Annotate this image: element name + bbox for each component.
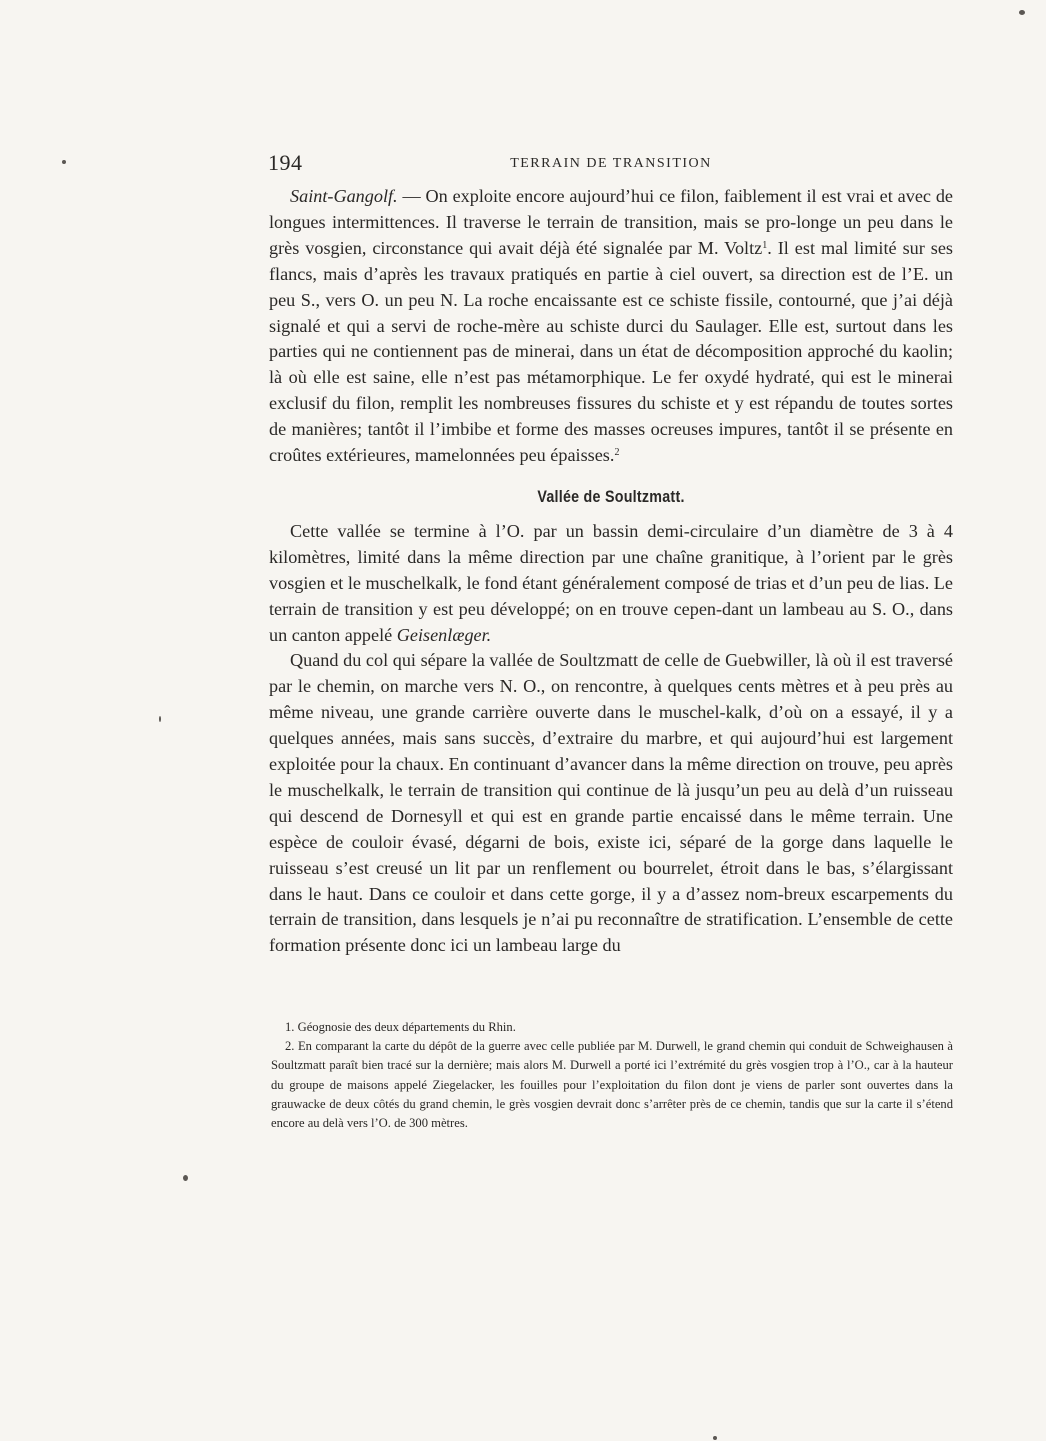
body-text xyxy=(269,184,953,959)
paragraph-text: . Il est mal limité sur ses flancs, mais d’après les travaux pratiqués en partie à ciel ouvert, sa direction est de l’E. un peu S., vers O. un peu N. La roche encaissante est ce schiste fissile, contourné, que j’ai déjà signalé et qui a servi de roche-mère au schiste durci du Saulager. Elle est, surtout dans les parties qui ne contiennent pas de minerai, dans un état de décomposition approché du kaolin; là où elle est saine, elle n’est pas métamorphique. Le fer oxydé hydraté, qui est le minerai exclusif du filon, remplit les nombreuses fissures du schiste et y est répandu de toutes sortes de manières; tantôt il l’imbibe et forme des masses ocreuses impures, tantôt il se présente en croûtes extérieures, mamelonnées peu épaisses. xyxy=(269,237,953,466)
footnote-ref: 2 xyxy=(614,447,620,459)
page-header xyxy=(268,150,954,178)
paragraph-vallee xyxy=(269,519,953,649)
paragraph-text: Cette vallée se termine à l’O. par un bassin demi-circulaire d’un diamètre de 3 à 4 kilomètres, limité dans la même direction par une chaîne granitique, à l’orient par le grès vosgien et le muschelkalk, le fond étant généralement composé de trias et d’un peu de lias. Le terrain de transition y est peu développé; on en trouve cepen-dant un lambeau au S. O., dans un canton appelé xyxy=(269,520,953,645)
section-heading: Vallée de Soultzmatt. xyxy=(537,486,685,506)
running-title: TERRAIN DE TRANSITION xyxy=(510,156,712,171)
footnote-ref: 1 xyxy=(762,239,768,251)
footnote-2: 2. En comparant la carte du dépôt de la guerre avec celle publiée par M. Durwell, le grand chemin qui conduit de Schweighausen à Soultzmatt paraît bien tracé sur la dernière; mais alors M. Durwell a porté ici l’extrémité du grès vosgien trop à l’O., car à la hauteur du groupe de maisons appelé Ziegelacker, les fouilles pour l’exploitation du filon dont je viens de parler sont ouvertes dans la grauwacke de deux côtés du grand chemin, le grès vosgien devrait donc s’arrêter près de ce chemin, tandis que sur la carte il s’étend encore au delà vers l’O. de 300 mètres. xyxy=(271,1039,953,1131)
place-name: Saint-Gangolf. xyxy=(290,186,398,206)
place-name: Geisenlæger. xyxy=(396,624,492,645)
paragraph-col xyxy=(269,648,953,959)
print-speck xyxy=(713,1436,717,1440)
footnote-1: 1. Géognosie des deux départements du Rhin. xyxy=(285,1020,516,1034)
print-speck xyxy=(159,716,161,722)
print-speck xyxy=(62,160,66,164)
print-speck xyxy=(183,1175,188,1181)
page-number: 194 xyxy=(268,150,303,175)
paragraph-saint-gangolf xyxy=(269,184,953,469)
paragraph-text: — On exploite encore aujourd’hui ce filon, faiblement il est vrai et avec de longues intermittences. Il traverse le terrain de transition, mais se pro-longe un peu dans le grès vosgien, circonstance qui avait déjà été signalée par M. Voltz xyxy=(269,186,953,258)
footnotes xyxy=(271,1018,953,1133)
print-speck xyxy=(1019,10,1025,15)
paragraph-text: Quand du col qui sépare la vallée de Soultzmatt de celle de Guebwiller, là où il est traversé par le chemin, on marche vers N. O., on rencontre, à quelques cents mètres et à peu près au même niveau, une grande carrière ouverte dans le muschel-kalk, d’où on a essayé, il y a quelques années, mais sans succès, d’extraire du marbre, et qui aujourd’hui est largement exploitée pour la chaux. En continuant d’avancer dans la même direction on trouve, peu après le muschelkalk, le terrain de transition qui continue de là jusqu’un peu au delà d’un ruisseau qui descend de Dornesyll et qui est en grande partie encaissé dans le même terrain. Une espèce de couloir évasé, dégarni de bois, existe ici, séparé de la gorge dans laquelle le ruisseau s’est creusé un lit par un renflement ou bourrelet, étroit dans le bas, s’élargissant dans le haut. Dans ce couloir et dans cette gorge, il y a d’assez nom-breux escarpements du terrain de transition, dans lesquels je n’ai pu reconnaître de stratification. L’ensemble de cette formation présente donc ici un lambeau large du xyxy=(269,650,953,956)
